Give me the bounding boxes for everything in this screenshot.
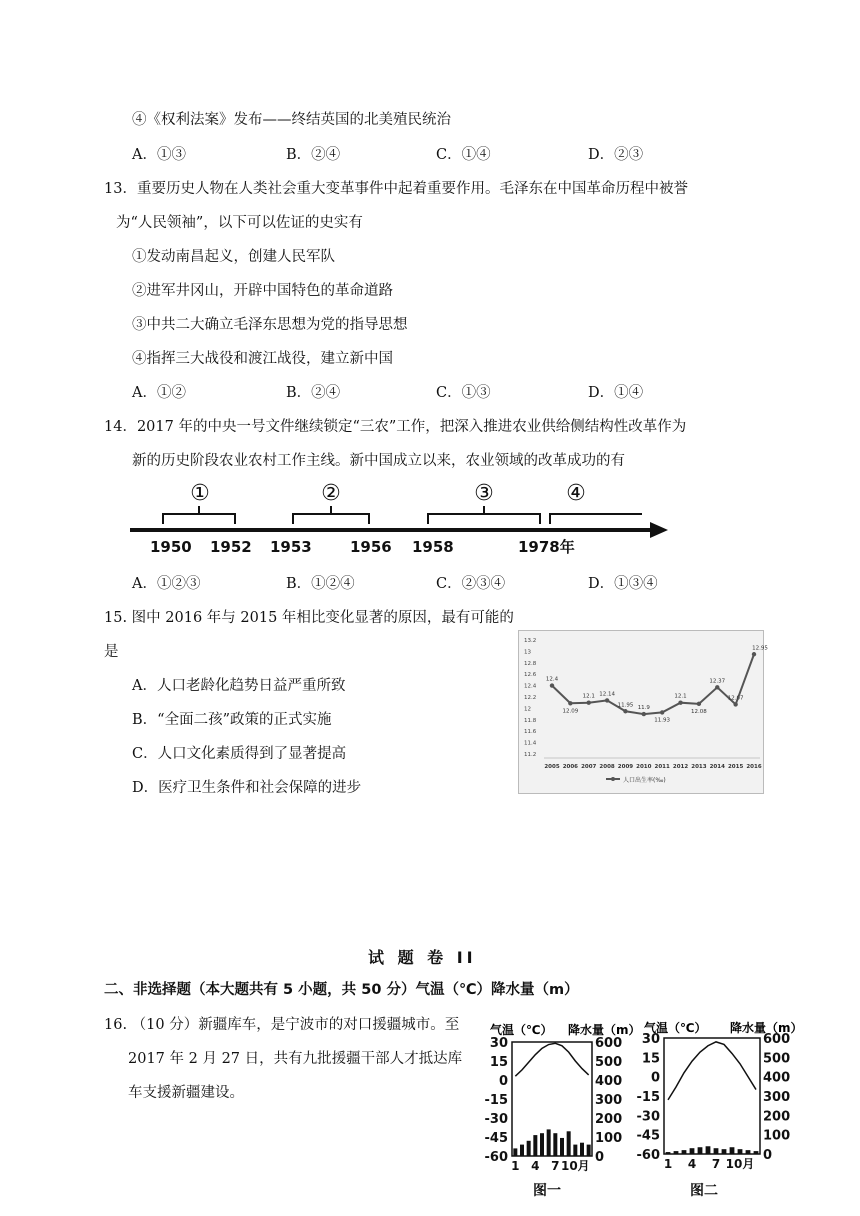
precip-tick-label: 200: [763, 1109, 791, 1125]
q14-option-a[interactable]: A．①②③: [132, 576, 201, 592]
temp-tick-label: 0: [498, 1074, 508, 1089]
precip-bar: [706, 1146, 711, 1154]
q16-line2: 2017 年 2 月 27 日，共有九批援疆干部人才抵达库: [128, 1051, 463, 1067]
y-tick-label: 12: [524, 706, 531, 713]
month-tick-label: 4: [687, 1157, 697, 1171]
data-point: [605, 698, 609, 702]
month-tick-label: 10月: [725, 1157, 755, 1171]
timeline-bracket-2: [293, 514, 369, 524]
q12-option-a[interactable]: A．①③: [132, 147, 186, 163]
precip-tick-label: 500: [595, 1055, 623, 1070]
timeline-bracket-4: [550, 514, 642, 524]
q13-stem-line1: 13．重要历史人物在人类社会重大变革事件中起着重要作用。毛泽东在中国革命历程中被誉: [104, 181, 688, 197]
y-tick-label: 11.4: [524, 740, 537, 747]
temp-tick-label: -30: [484, 1112, 508, 1127]
month-tick-label: 1: [511, 1159, 520, 1173]
birth-rate-chart: [518, 630, 768, 794]
data-point: [678, 701, 682, 705]
q15-option-d[interactable]: D．医疗卫生条件和社会保障的进步: [132, 780, 362, 796]
precip-tick-label: 0: [595, 1150, 605, 1165]
temp-tick-label: 30: [489, 1036, 508, 1051]
y-tick-label: 12.2: [524, 695, 537, 701]
data-label: 12.09: [562, 708, 579, 715]
q13-option-a[interactable]: A．①②: [132, 385, 186, 401]
data-label: 12.37: [709, 678, 726, 685]
precip-bar: [738, 1149, 743, 1154]
precip-bar: [730, 1147, 735, 1154]
q14-stem-line1: 14．2017 年的中央一号文件继续锁定“三农”工作，把深入推进农业供给侧结构性改革作为: [104, 419, 687, 435]
y-tick-label: 12.4: [524, 683, 537, 690]
precip-bar: [513, 1148, 517, 1156]
climate1-caption: 图一: [533, 1183, 561, 1199]
data-point: [623, 709, 627, 713]
precip-bar: [527, 1141, 531, 1156]
precip-tick-label: 400: [763, 1070, 791, 1086]
precip-tick-label: 400: [595, 1074, 623, 1089]
q15-option-c[interactable]: C．人口文化素质得到了显著提高: [132, 746, 347, 762]
q14-timeline: [0, 0, 860, 570]
data-point: [660, 710, 664, 714]
y-tick-label: 13: [524, 649, 531, 656]
data-label: 12.95: [752, 645, 768, 652]
precip-bar: [567, 1131, 571, 1156]
precip-bar: [533, 1135, 537, 1156]
temp-tick-label: -45: [636, 1128, 660, 1144]
temp-tick-label: -60: [636, 1148, 660, 1163]
q13-option-d[interactable]: D．①④: [588, 385, 644, 401]
q12-option-c[interactable]: C．①④: [436, 147, 491, 163]
q13-option-b[interactable]: B．②④: [286, 385, 341, 401]
data-label: 11.9: [637, 705, 650, 712]
data-label: 12.4: [545, 676, 559, 683]
climate2-caption: 图二: [690, 1183, 718, 1199]
q12-item4: ④《权利法案》发布——终结英国的北美殖民统治: [132, 112, 451, 128]
precip-bar: [540, 1133, 544, 1156]
temp-tick-label: 0: [650, 1070, 660, 1086]
q13-item4: ④指挥三大战役和渡江战役，建立新中国: [132, 351, 393, 367]
climate-chart-2: [636, 1018, 808, 1174]
q13-item1: ①发动南昌起义，创建人民军队: [132, 249, 335, 265]
timeline-year-1952: 1952: [210, 538, 252, 556]
q15-option-b[interactable]: B．“全面二孩”政策的正式实施: [132, 712, 332, 728]
data-label: 12.08: [691, 708, 707, 715]
data-point: [550, 683, 554, 687]
precip-bar: [520, 1145, 524, 1156]
timeline-bracket-1: [163, 514, 235, 524]
precip-tick-label: 200: [595, 1112, 623, 1127]
precip-tick-label: 300: [595, 1093, 623, 1108]
section-title: 试 题 卷 II: [368, 948, 477, 967]
temp-tick-label: -15: [484, 1093, 508, 1108]
temp-tick-label: 15: [641, 1051, 660, 1067]
data-point: [697, 702, 701, 706]
temp-tick-label: -60: [484, 1150, 508, 1165]
precip-bar: [754, 1151, 759, 1154]
data-label: 12.14: [599, 691, 615, 698]
q16-line1: 16. （10 分）新疆库车，是宁波市的对口援疆城市。至: [104, 1017, 460, 1033]
x-tick-label: 2005: [544, 764, 560, 770]
section-heading: 二、非选择题（本大题共有 5 小题，共 50 分）气温（℃）降水量（m）: [104, 982, 579, 998]
q15-stem-line2: 是: [104, 644, 119, 660]
precip-bar: [746, 1150, 751, 1154]
x-tick-label: 2014: [709, 764, 725, 770]
precip-bar: [553, 1133, 557, 1156]
x-tick-label: 2010: [636, 764, 652, 770]
q14-option-c[interactable]: C．②③④: [436, 576, 506, 592]
y-tick-label: 12.8: [524, 660, 537, 667]
q16-line3: 车支援新疆建设。: [128, 1085, 244, 1101]
x-tick-label: 2006: [562, 764, 579, 770]
data-point: [568, 701, 572, 705]
q13-item3: ③中共二大确立毛泽东思想为党的指导思想: [132, 317, 408, 333]
timeline-marker-3: ③: [474, 481, 494, 506]
q15-option-a[interactable]: A．人口老龄化趋势日益严重所致: [132, 678, 346, 694]
q14-stem-line2: 新的历史阶段农业农村工作主线。新中国成立以来，农业领域的改革成功的有: [132, 453, 625, 469]
y-tick-label: 13.2: [524, 638, 537, 644]
month-tick-label: 10月: [560, 1159, 590, 1173]
precip-bar: [560, 1138, 564, 1156]
temp-tick-label: 30: [641, 1032, 660, 1047]
timeline-marker-4: ④: [566, 481, 586, 506]
precip-tick-label: 300: [763, 1090, 791, 1105]
x-tick-label: 2008: [599, 764, 615, 770]
climate1-precip-header: 降水量（m）: [568, 1023, 641, 1037]
data-point: [715, 685, 719, 689]
timeline-marker-2: ②: [321, 481, 341, 506]
x-tick-label: 2007: [581, 764, 597, 770]
temp-tick-label: -45: [484, 1131, 508, 1146]
temp-tick-label: 15: [489, 1055, 508, 1070]
precip-bar: [573, 1145, 577, 1156]
timeline-year-1958: 1958: [412, 538, 454, 556]
precip-bar: [690, 1148, 695, 1154]
data-label: 12.1: [582, 693, 595, 700]
q15-stem-line1: 15. 图中 2016 年与 2015 年相比变化显著的原因，最有可能的: [104, 610, 514, 626]
precip-bar: [682, 1150, 687, 1154]
timeline-bracket-3: [428, 514, 540, 524]
precip-bar: [587, 1145, 591, 1156]
precip-bar: [722, 1149, 727, 1154]
precip-bar: [547, 1129, 551, 1156]
precip-bar: [674, 1151, 679, 1154]
y-tick-label: 11.6: [524, 729, 537, 736]
data-point: [642, 712, 646, 716]
climate1-plot-frame: [512, 1042, 592, 1156]
month-tick-label: 1: [663, 1157, 673, 1171]
q13-item2: ②进军井冈山，开辟中国特色的革命道路: [132, 283, 393, 299]
precip-bar: [580, 1143, 584, 1156]
data-point: [752, 652, 756, 656]
temp-tick-label: -30: [636, 1109, 660, 1125]
month-tick-label: 7: [551, 1159, 560, 1173]
climate2-temp-header: 气温（℃）: [644, 1021, 707, 1035]
x-tick-label: 2015: [727, 764, 744, 770]
x-tick-label: 2016: [746, 764, 762, 770]
y-tick-label: 12.6: [524, 672, 537, 679]
timeline-marker-1: ①: [190, 481, 210, 506]
timeline-year-1953: 1953: [270, 538, 312, 556]
precip-bar: [698, 1147, 703, 1154]
climate-chart-1: [478, 1020, 641, 1173]
q13-stem-line2: 为“人民领袖”，以下可以佐证的史实有: [116, 215, 363, 231]
q12-option-b[interactable]: B．②④: [286, 147, 341, 163]
precip-tick-label: 100: [595, 1131, 623, 1146]
precip-tick-label: 0: [763, 1148, 773, 1163]
x-tick-label: 2013: [691, 764, 707, 770]
timeline-year-1956: 1956: [350, 538, 392, 556]
legend-label: 人口出生率(‰): [623, 777, 666, 784]
precip-tick-label: 600: [763, 1032, 791, 1047]
precip-bar: [714, 1148, 719, 1154]
q14-option-d[interactable]: D．①③④: [588, 576, 658, 592]
timeline-year-1978: 1978年: [518, 538, 575, 556]
precip-tick-label: 600: [595, 1036, 623, 1051]
data-label: 12.1: [674, 693, 687, 700]
month-tick-label: 7: [711, 1157, 721, 1171]
climate1-temp-header: 气温（℃）: [490, 1023, 553, 1037]
data-point: [733, 702, 737, 706]
data-label: 12.07: [727, 695, 744, 702]
data-label: 11.93: [654, 717, 671, 724]
data-label: 11.95: [617, 702, 634, 709]
q12-option-d[interactable]: D．②③: [588, 147, 644, 163]
temp-tick-label: -15: [636, 1090, 660, 1105]
timeline-arrow: [650, 522, 668, 538]
precip-tick-label: 500: [763, 1051, 791, 1067]
x-tick-label: 2009: [617, 764, 634, 770]
x-tick-label: 2011: [654, 764, 670, 770]
x-tick-label: 2012: [672, 764, 689, 770]
precip-tick-label: 100: [763, 1128, 791, 1144]
climate2-precip-header: 降水量（m）: [730, 1021, 803, 1035]
month-tick-label: 4: [531, 1159, 540, 1173]
timeline-year-1950: 1950: [150, 538, 192, 556]
data-point: [587, 701, 591, 705]
q14-option-b[interactable]: B．①②④: [286, 576, 355, 592]
q13-option-c[interactable]: C．①③: [436, 385, 491, 401]
y-tick-label: 11.8: [524, 717, 537, 724]
y-tick-label: 11.2: [524, 752, 537, 758]
climate2-plot-frame: [664, 1038, 760, 1154]
precip-bar: [666, 1152, 671, 1154]
